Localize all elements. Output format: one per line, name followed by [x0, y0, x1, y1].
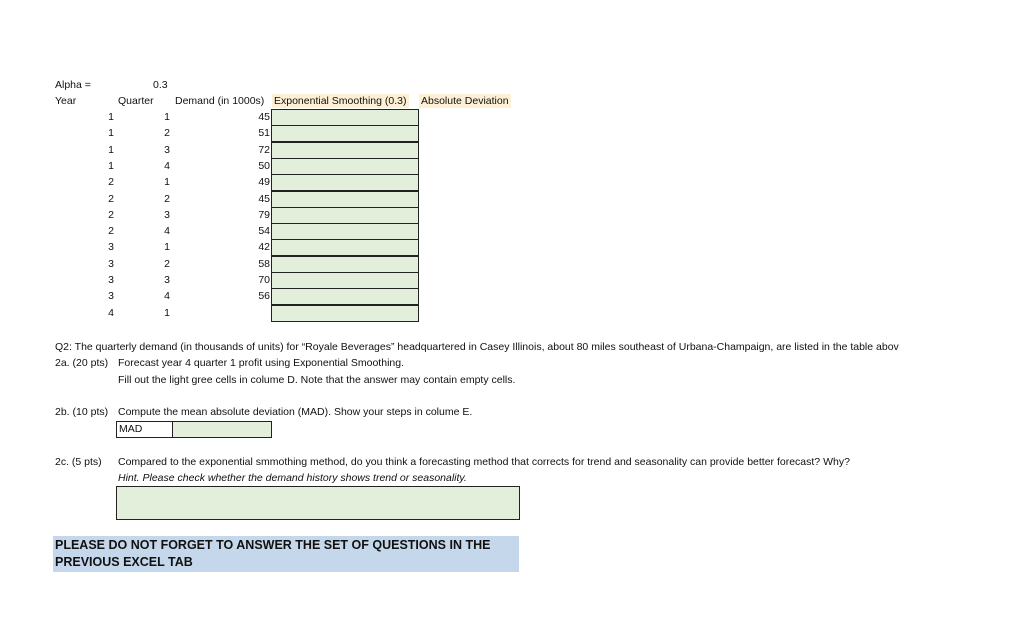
demand-cell[interactable]: 70 [258, 274, 270, 286]
quarter-cell[interactable]: 1 [164, 176, 170, 188]
alpha-label: Alpha = [55, 79, 91, 91]
forecast-cell[interactable] [271, 207, 419, 224]
year-cell[interactable]: 3 [108, 241, 114, 253]
forecast-cell[interactable] [271, 142, 419, 159]
forecast-cell[interactable] [271, 174, 419, 191]
q2-intro: Q2: The quarterly demand (in thousands of units) for “Royale Beverages” headquartered in Casey Illinois, about 80 miles southeast of Urbana-Champaign, are listed in the table abov [55, 341, 899, 353]
demand-cell[interactable]: 79 [258, 209, 270, 221]
year-cell[interactable]: 3 [108, 274, 114, 286]
q2c-answer-box[interactable] [116, 486, 520, 520]
demand-cell[interactable]: 58 [258, 258, 270, 270]
quarter-cell[interactable]: 3 [164, 209, 170, 221]
reminder-banner [53, 536, 519, 572]
quarter-cell[interactable]: 3 [164, 274, 170, 286]
quarter-cell[interactable]: 3 [164, 144, 170, 156]
forecast-cell[interactable] [271, 239, 419, 256]
q2c-hint: Hint. Please check whether the demand history shows trend or seasonality. [118, 472, 467, 484]
quarter-cell[interactable]: 1 [164, 241, 170, 253]
demand-cell[interactable]: 42 [258, 241, 270, 253]
q2c-text: Compared to the exponential smmothing method, do you think a forecasting method that corrects for trend and seasonality can provide better forecast? Why? [118, 456, 850, 468]
q2b-label: 2b. (10 pts) [55, 406, 109, 418]
forecast-cell[interactable] [271, 158, 419, 175]
year-cell[interactable]: 3 [108, 258, 114, 270]
q2a-note: Fill out the light gree cells in colume D. Note that the answer may contain empty cells. [118, 374, 516, 386]
year-cell[interactable]: 1 [108, 144, 114, 156]
quarter-cell[interactable]: 4 [164, 160, 170, 172]
demand-cell[interactable]: 49 [258, 176, 270, 188]
reminder-banner-text: PLEASE DO NOT FORGET TO ANSWER THE SET OF QUESTIONS IN THE PREVIOUS EXCEL TAB [55, 538, 491, 569]
quarter-cell[interactable]: 4 [164, 290, 170, 302]
year-cell[interactable]: 1 [108, 111, 114, 123]
year-cell[interactable]: 1 [108, 127, 114, 139]
header-year: Year [55, 95, 77, 107]
year-cell[interactable]: 2 [108, 176, 114, 188]
forecast-cell[interactable] [271, 305, 419, 322]
q2c-label: 2c. (5 pts) [55, 456, 102, 468]
forecast-cell[interactable] [271, 223, 419, 240]
quarter-cell[interactable]: 1 [164, 111, 170, 123]
forecast-cell[interactable] [271, 109, 419, 126]
demand-cell[interactable]: 72 [258, 144, 270, 156]
demand-cell[interactable]: 51 [258, 127, 270, 139]
year-cell[interactable]: 1 [108, 160, 114, 172]
header-abs-deviation: Absolute Deviation [421, 95, 509, 107]
quarter-cell[interactable]: 4 [164, 225, 170, 237]
forecast-cell[interactable] [271, 191, 419, 208]
forecast-cell[interactable] [271, 288, 419, 305]
quarter-cell[interactable]: 2 [164, 193, 170, 205]
demand-cell[interactable]: 50 [258, 160, 270, 172]
year-cell[interactable]: 2 [108, 193, 114, 205]
header-demand: Demand (in 1000s) [175, 95, 265, 107]
forecast-cell[interactable] [271, 256, 419, 273]
q2b-text: Compute the mean absolute deviation (MAD). Show your steps in colume E. [118, 406, 473, 418]
quarter-cell[interactable]: 1 [164, 307, 170, 319]
demand-cell[interactable]: 45 [258, 193, 270, 205]
quarter-cell[interactable]: 2 [164, 127, 170, 139]
quarter-cell[interactable]: 2 [164, 258, 170, 270]
year-cell[interactable]: 2 [108, 209, 114, 221]
year-cell[interactable]: 2 [108, 225, 114, 237]
year-cell[interactable]: 4 [108, 307, 114, 319]
mad-label: MAD [117, 422, 173, 437]
demand-cell[interactable]: 54 [258, 225, 270, 237]
year-cell[interactable]: 3 [108, 290, 114, 302]
header-quarter: Quarter [118, 95, 154, 107]
q2a-label: 2a. (20 pts) [55, 357, 109, 369]
q2a-text: Forecast year 4 quarter 1 profit using Exponential Smoothing. [118, 357, 404, 369]
forecast-cell[interactable] [271, 125, 419, 142]
demand-cell[interactable]: 45 [258, 111, 270, 123]
forecast-cell[interactable] [271, 272, 419, 289]
mad-answer-cell[interactable] [116, 421, 272, 438]
demand-cell[interactable]: 56 [258, 290, 270, 302]
alpha-value[interactable]: 0.3 [153, 79, 168, 91]
header-exp-smoothing: Exponential Smoothing (0.3) [274, 95, 407, 107]
